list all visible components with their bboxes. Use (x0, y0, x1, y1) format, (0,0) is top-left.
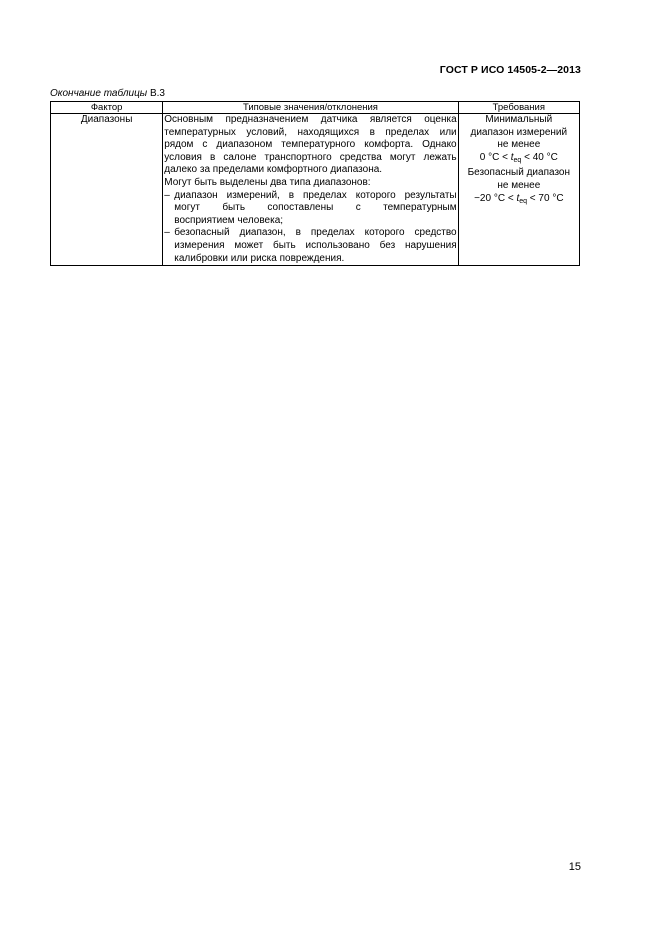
t-symbol: t (516, 192, 520, 204)
table-caption (50, 88, 165, 99)
list-line: калибровки или риска повреждения. (174, 252, 345, 264)
desc-line: далеко за пределами комфортного диапазона. (164, 164, 383, 176)
t-subscript: eq (513, 156, 522, 164)
t-subscript: eq (519, 197, 528, 205)
table-row (51, 114, 580, 266)
caption-italic: Окончание таблицы (50, 88, 148, 99)
req-line: не менее (497, 179, 541, 191)
req-line: диапазон измерений (470, 126, 568, 138)
page-number: 15 (568, 861, 581, 873)
caption-ref: В.3 (147, 88, 165, 99)
requirements-cell (458, 114, 579, 266)
list-line: безопасный диапазон, в пределах которого средство (174, 227, 457, 239)
range-start: 0 °C < (479, 151, 511, 163)
list-dash: – (164, 227, 170, 239)
list-item (164, 227, 456, 265)
factor-cell: Диапазоны (51, 114, 163, 266)
requirements-table (50, 101, 580, 266)
desc-line: рядом с диапазоном температурного комфорта. Однако (164, 139, 457, 151)
description-cell (163, 114, 458, 266)
range-end: < 70 °C (527, 192, 564, 204)
header-requirements: Требования (458, 102, 579, 114)
range-start: −20 °C < (474, 192, 517, 204)
desc-line: условия в салоне транспортного средства могут лежать (164, 151, 457, 163)
header-values: Типовые значения/отклонения (163, 102, 458, 114)
list-item (164, 190, 456, 228)
req-line: Минимальный (485, 114, 553, 125)
range-end: < 40 °C (521, 151, 558, 163)
list-line: восприятием человека; (174, 214, 284, 226)
list-line: диапазон измерений, в пределах которого результаты (174, 189, 457, 201)
list-line: могут быть сопоставлены с температурным (174, 202, 457, 214)
list-dash: – (164, 189, 170, 201)
req-line: не менее (497, 139, 541, 151)
document-id: ГОСТ Р ИСО 14505-2—2013 (439, 64, 581, 76)
desc-line: Основным предназначением датчика является оценка (164, 114, 457, 125)
header-factor: Фактор (51, 102, 163, 114)
table-header-row (51, 102, 580, 114)
t-symbol: t (510, 151, 514, 163)
desc-line: температурных условий, находящихся в пределах или (164, 126, 457, 138)
list-line: измерения может быть использовано без нарушения (174, 239, 457, 251)
safe-range (460, 193, 578, 209)
desc-line: Могут быть выделены два типа диапазонов: (164, 176, 371, 188)
req-line: Безопасный диапазон (467, 167, 571, 179)
measurement-range (460, 152, 578, 168)
